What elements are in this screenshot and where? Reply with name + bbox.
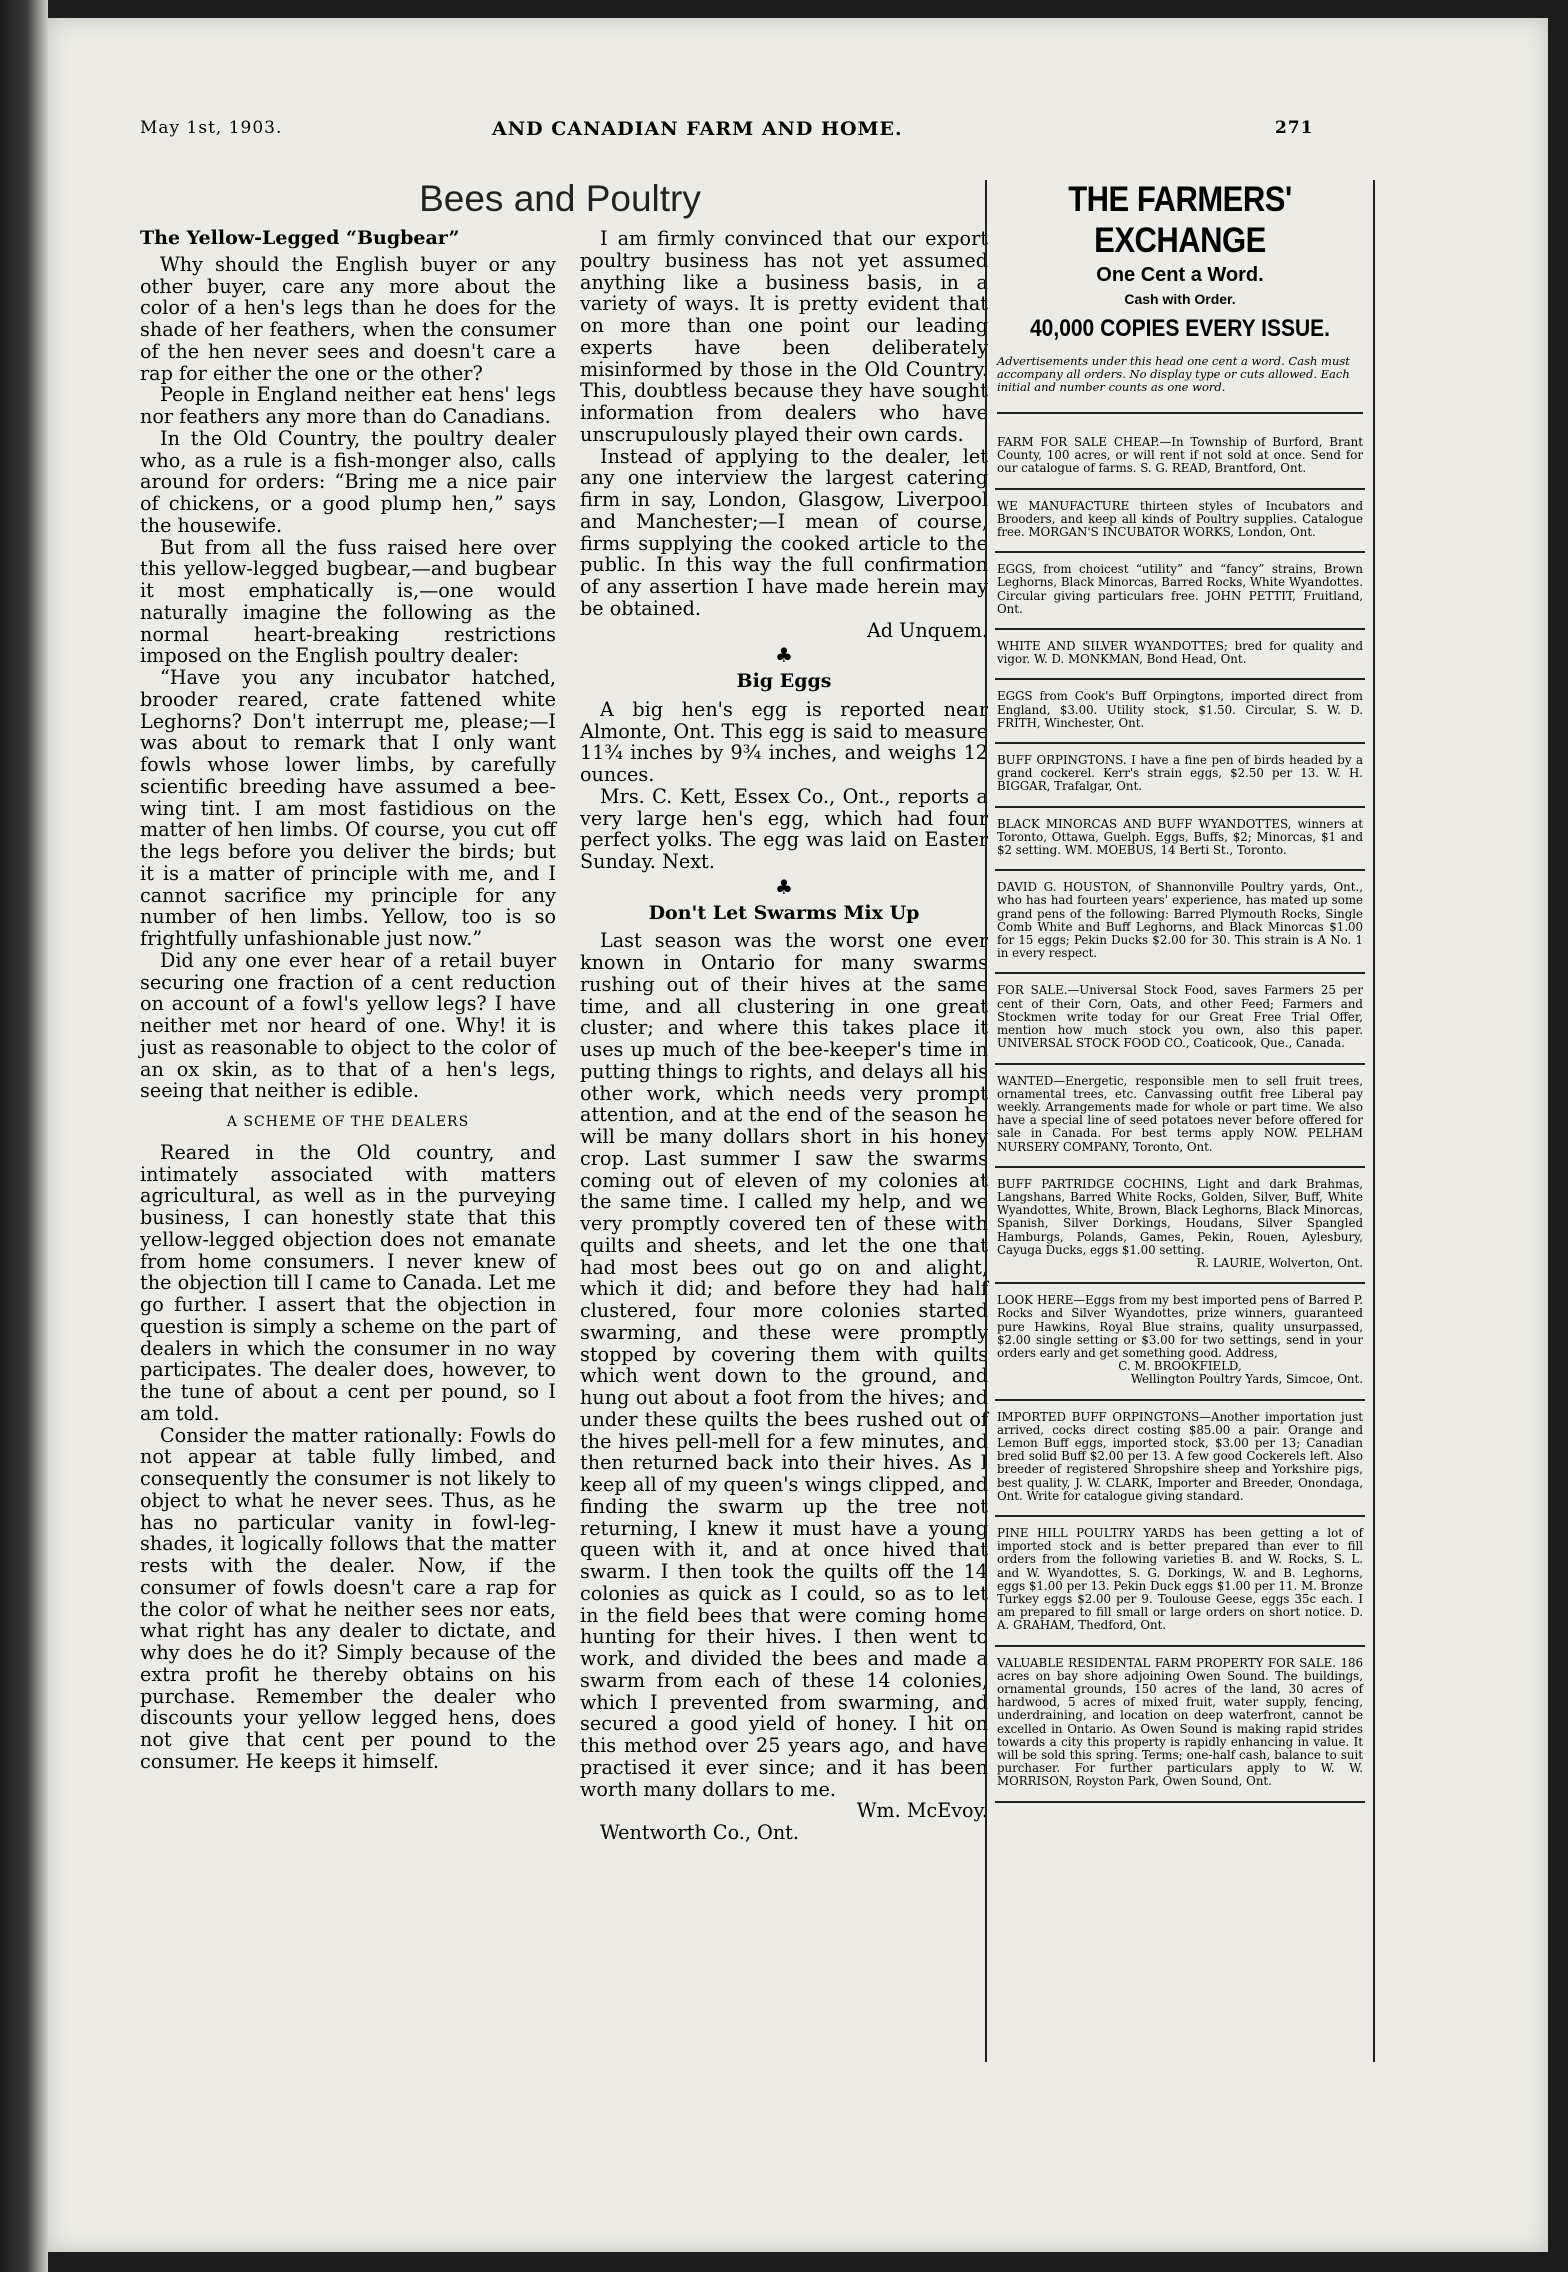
ad-signature-address: Wellington Poultry Yards, Simcoe, Ont.: [1130, 1372, 1363, 1387]
ad-text: BLACK MINORCAS AND BUFF WYANDOTTES, winners at Toronto, Ottawa, Guelph. Eggs, Buffs, $2; Minorcas, $1 and $2 setting. WM. MOEBUS, 14 Berti St., Toronto.: [997, 816, 1363, 858]
column-2: [580, 228, 988, 1844]
classified-ad: [995, 808, 1365, 872]
ad-text: EGGS from Cook's Buff Orpingtons, imported direct from England, $3.00. Utility stock, $1.50. Circular, S. W. D. FRITH, Winchester, Ont.: [997, 689, 1363, 730]
classified-ad: [995, 680, 1365, 744]
ad-text: BUFF PARTRIDGE COCHINS, Light and dark Brahmas, Langshans, Barred White Rocks, Golden, Silver, Buff, White Wyandottes, White, Brown, Black Leghorns, Black Minorcas, Spanish, Silver Dorkings, Houdans, Silver Spangled Hamburgs, Polands, Games, Pekin, Rouen, Aylesbury, Cayuga Ducks, eggs $1.00 setting.: [997, 1176, 1363, 1257]
article-location: Wentworth Co., Ont.: [600, 1821, 799, 1844]
classified-ad: [995, 1168, 1365, 1284]
ad-signature: R. LAURIE, Wolverton, Ont.: [1196, 1255, 1363, 1270]
article-paragraph: Mrs. C. Kett, Essex Co., Ont., reports a very large hen's egg, which had four perfect yolks. The egg was laid on Easter Sunday. Next.: [580, 784, 988, 873]
classified-ad: [995, 1401, 1365, 1517]
farmers-exchange-column: [985, 180, 1375, 2062]
ad-text: WANTED—Energetic, responsible men to sell fruit trees, ornamental trees, etc. Canvassing outfit free Liberal pay weekly. Arrangements made for whole or part time. We also have a special line of seed potatoes never before offered for sale in Canada. For best terms apply NOW. PELHAM NURSERY COMPANY, Toronto, Ont.: [997, 1073, 1363, 1154]
ad-signature: C. M. BROOKFIELD,: [1118, 1359, 1242, 1374]
ad-text: FARM FOR SALE CHEAP.—In Township of Burford, Brant County, 100 acres, or will rent if not sold at once. Send for our catalogue of farms. S. G. READ, Brantford, Ont.: [997, 435, 1363, 476]
article-paragraph: Did any one ever hear of a retail buyer securing one fraction of a cent reduction on account of a fowl's yellow legs? I have neither met nor heard of one. Why! it is just as reasonable to object to the color of an ox skin, as to that of a hen's legs, seeing that neither is edible.: [140, 948, 556, 1103]
article-paragraph: Reared in the Old country, and intimately associated with matters agricultural, as well as in the purveying business, I can honestly state that this yellow-legged objection does not emanate from home consumers. I never knew of the objection till I came to Canada. Let me go further. I assert that the objection in question is simply a scheme on the part of dealers in which the consumer in no way participates. The dealer does, however, to the tune of about a cent per pound, so I am told.: [140, 1140, 556, 1425]
page-number: 271: [1275, 118, 1314, 138]
ornament-icon: ♣: [775, 874, 793, 899]
ad-text: LOOK HERE—Eggs from my best imported pens of Barred P. Rocks and Silver Wyandottes, prize winners, guaranteed pure Hawkins, Royal Blue strains, quality unsurpassed, $2.00 single setting or $3.00 for two settings, send in your orders early and get something good. Address,: [997, 1293, 1363, 1360]
article-title-swarms: Don't Let Swarms Mix Up: [648, 901, 920, 924]
ad-text: PINE HILL POULTRY YARDS has been getting a lot of imported stock and is better prepared than ever to fill orders from the following varieties B. and W. Rocks, S. L. and W. Wyandottes, S. G. Dorkings, W. and B. Leghorns, eggs $1.00 per 13. Pekin Duck eggs $1.00 per 11. M. Bronze Turkey eggs $2.00 per 9. Toulouse Geese, eggs 35c each. I am prepared to fill small or large orders on short notice. D. A. GRAHAM, Thedford, Ont.: [997, 1525, 1363, 1633]
ad-text: BUFF ORPINGTONS. I have a fine pen of birds headed by a grand cockerel. Kerr's strain eggs, $2.50 per 13. W. H. BIGGAR, Trafalgar, Ont.: [997, 753, 1363, 794]
classified-ad: [995, 426, 1365, 490]
classified-ad: [995, 974, 1365, 1064]
classified-ad: [995, 1065, 1365, 1168]
article-paragraph: But from all the fuss raised here over this yellow-legged bugbear,—and bugbear it most emphatically is,—one would naturally imagine the following as the normal heart-breaking restrictions imposed on the English poultry dealer:: [140, 535, 556, 668]
exchange-title: THE FARMERS' EXCHANGE: [1068, 178, 1292, 261]
article-paragraph: In the Old Country, the poultry dealer who, as a rule is a fish-monger also, calls around for orders: “Bring me a nice pair of chickens, or a good plump hen,” says the housewife.: [140, 426, 556, 537]
article-paragraph: “Have you any incubator hatched, brooder reared, crate fattened white Leghorns? Don't interrupt me, please;—I was about to remark that I only want fowls whose lower limbs, by carefully scientific breeding have assumed a bee-wing tint. I am most fastidious on the matter of hen limbs. Of course, you cut off the legs before you deliver the birds; but it is a matter of principle with me, and I cannot sacrifice my principle for any number of hen limbs. Yellow, too is so frightfully unfashionable just now.”: [140, 666, 556, 950]
article-title-big-eggs: Big Eggs: [736, 670, 832, 692]
article-paragraph: Consider the matter rationally: Fowls do not appear at table fully limbed, and consequently the consumer is not likely to object to what he never sees. Thus, as he has no particular vanity in fowl-leg-shades, it logically follows that the matter rests with the dealer. Now, if the consumer of fowls doesn't care a rap for the color of what he neither sees nor eats, what right has any dealer to dictate, and why does he do it? Simply because of the extra profit he thereby obtains on his purchase. Remember the dealer who discounts your yellow legged hens, does not give that cent per pound to the consumer. He keeps it himself.: [140, 1423, 556, 1773]
article-signature: Wm. McEvoy.: [856, 1799, 988, 1823]
classified-ad: [995, 871, 1365, 974]
ad-text: VALUABLE RESIDENTAL FARM PROPERTY FOR SALE. 186 acres on bay shore adjoining Owen Sound. The buildings, ornamental grounds, 150 acres of the land, 30 acres of hardwood, 5 acres of mixed fruit, water supply, fencing, underdraining, and location on deep waterfront, cannot be excelled in Ontario. As Owen Sound is making rapid strides towards a city this property is rapidly enhancing in value. It will be sold this spring. Terms; one-half cash, balance to suit purchaser. For further particulars apply to W. W. MORRISON, Royston Park, Owen Sound, Ont.: [997, 1655, 1363, 1789]
classified-ad: [995, 553, 1365, 630]
exchange-circulation: 40,000 COPIES EVERY ISSUE.: [1030, 315, 1330, 342]
classified-ad: [995, 1517, 1365, 1647]
article-paragraph: Why should the English buyer or any other buyer, care any more about the color of a hen's legs than he does for the shade of her feathers, when the consumer of the hen never sees and doesn't care a rap for either the one or the other?: [140, 252, 556, 385]
article-title-yellow-legged: The Yellow-Legged “Bugbear”: [140, 227, 460, 249]
book-spine: [0, 0, 48, 2272]
exchange-note: Advertisements under this head one cent a word. Cash must accompany all orders. No display type or cuts allowed. Each initial and number counts as one word.: [997, 355, 1363, 414]
ad-text: WHITE AND SILVER WYANDOTTES; bred for quality and vigor. W. D. MONKMAN, Bond Head, Ont.: [997, 639, 1363, 667]
section-title: Bees and Poultry: [419, 178, 701, 219]
ad-text: FOR SALE.—Universal Stock Food, saves Farmers 25 per cent of their Corn, Oats, and other Feed; Farmers and Stockmen write today for our Great Free Trial Offer, mention how much stock you own, also this paper. UNIVERSAL STOCK FOOD CO., Coaticook, Que., Canada.: [997, 983, 1363, 1051]
running-head-title: AND CANADIAN FARM AND HOME.: [492, 118, 903, 140]
article-paragraph: A big hen's egg is reported near Almonte, Ont. This egg is said to measure 11¾ inches by 9¾ inches, and weighs 12 ounces.: [580, 697, 988, 786]
classified-ad: [995, 630, 1365, 680]
classified-ad: [995, 1647, 1365, 1803]
exchange-rate: One Cent a Word.: [1096, 264, 1264, 286]
column-1: [140, 228, 556, 1773]
article-paragraph: I am firmly convinced that our export poultry business has not yet assumed anything like a business basis, in a variety of ways. It is pretty evident that on more than one point our leading experts have been deliberately misinformed by those in the Old Country. This, doubtless because they have sought information from dealers who have unscrupulously played their own cards.: [580, 227, 988, 446]
article-subhead: A SCHEME OF THE DEALERS: [226, 1114, 470, 1130]
article-paragraph: Instead of applying to the dealer, let any one interview the largest catering firm in say, London, Glasgow, Liverpool and Manchester;—I mean of course, firms supplying the cooked article to the public. In this way the full confirmation of any assertion I have made herein may be obtained.: [580, 444, 988, 620]
ad-text: DAVID G. HOUSTON, of Shannonville Poultry yards, Ont., who has had fourteen years' experience, has mated up some grand pens of the following: Barred Plymouth Rocks, Single Comb White and Buff Leghorns, and Black Minorcas $1.00 for 15 eggs; Pekin Ducks $2.00 for 30. This strain is A No. 1 in every respect.: [997, 880, 1363, 961]
article-paragraph: Last season was the worst one ever known in Ontario for many swarms rushing out of their hives at the same time, and all clustering in one great cluster; and where this takes place it uses up much of the bee-keeper's time in putting things to rights, and delays all his other work, which needs very prompt attention, and at the end of the season he will be many dollars short in his honey crop. Last summer I saw the swarms coming out of eleven of my colonies at the same time. I called my help, and we very promptly covered ten of these with quilts and sheets, and let the one that had most bees out go on and alight, which it did; and before they had half clustered, four more colonies started swarming, and these were promptly stopped by covering them with quilts which went down to the ground, and hung out about a foot from the hives; and under these quilts the bees rushed out of the hives pell-mell for a few minutes, and then returned back into their hives. As I keep all of my queen's wings clipped, and finding the swarm up the tree not returning, I knew it must have a young queen with it, and at once hived that swarm. I then took the quilts off the 14 colonies as quick as I could, so as to let in the field bees that were coming home hunting for their hives. I then went to work, and divided the bees and made a swarm from each of these 14 colonies, which I prevented from swarming, and secured a good yield of honey. I hit on this method over 25 years ago, and have practised it ever since; and it has been worth many dollars to me.: [580, 929, 988, 1801]
article-signature: Ad Unquem.: [866, 618, 988, 642]
classified-ad: [995, 744, 1365, 808]
article-paragraph: People in England neither eat hens' legs nor feathers any more than do Canadians.: [140, 383, 556, 428]
running-head-date: May 1st, 1903.: [140, 118, 283, 138]
ad-text: IMPORTED BUFF ORPINGTONS—Another importation just arrived, cocks direct costing $85.00 a pair. Orange and Lemon Buff eggs, imported stock, $3.00 per 13; Canadian bred solid Buff $2.00 per 13. A few good Cockerels left. Also breeder of registered Shropshire sheep and Yorkshire pigs, best quality, J. W. CLARK, Importer and Breeder, Onondaga, Ont. Write for catalogue giving standard.: [997, 1409, 1363, 1503]
classified-ad: [995, 490, 1365, 554]
classified-ad: [995, 1284, 1365, 1400]
exchange-terms: Cash with Order.: [1124, 291, 1236, 307]
ad-text: WE MANUFACTURE thirteen styles of Incubators and Brooders, and keep all kinds of Poultry supplies. Catalogue free. MORGAN'S INCUBATOR WORKS, London, Ont.: [997, 498, 1363, 540]
ornament-icon: ♣: [775, 643, 793, 668]
ad-text: EGGS, from choicest “utility” and “fancy” strains, Brown Leghorns, Black Minorcas, Barred Rocks, White Wyandottes. Circular giving particulars free. JOHN PETTIT, Fruitland, Ont.: [997, 562, 1363, 616]
